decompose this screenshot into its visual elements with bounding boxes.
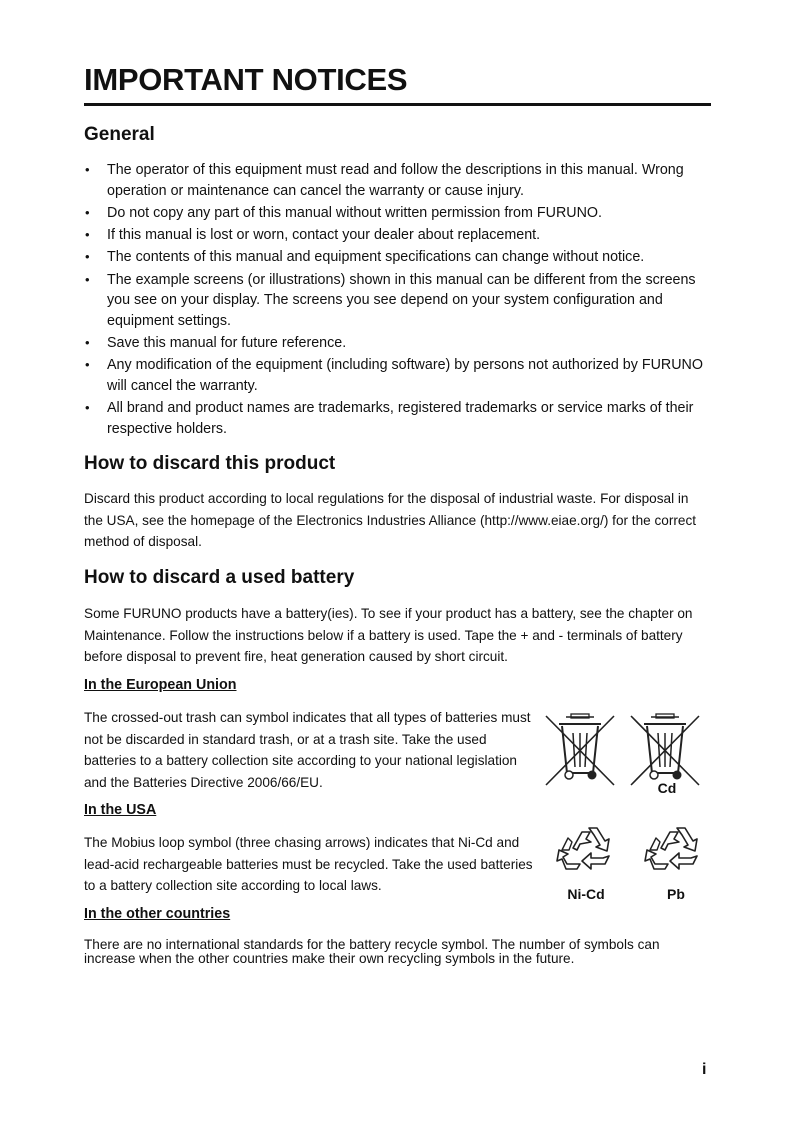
bullet-item: • Save this manual for future reference. bbox=[84, 333, 711, 354]
bullet-item: • All brand and product names are trademarks, registered trademarks or service marks of their respective holders. bbox=[84, 398, 711, 439]
discard-battery-text: Some FURUNO products have a battery(ies). To see if your product has a battery, see the chapter on Maintenance. Follow the instructions below if a battery is used. Tape the + and - terminals of battery before disposal to prevent fire, heat generation caused by short circuit. bbox=[84, 606, 693, 664]
other-text: There are no international standards for the battery recycle symbol. The number of symbols can increase when the other countries make their own recycling symbols in the future. bbox=[84, 937, 660, 966]
crossed-trash-can-cd-icon bbox=[630, 713, 700, 788]
other-subheading: In the other countries bbox=[84, 906, 231, 922]
eu-text: The crossed-out trash can symbol indicates that all types of batteries must not be discarded in standard trash, or at a trash site. Take the used batteries to a battery collection site according to your national legislation and the Batteries Directive 2006/66/EU. bbox=[84, 710, 531, 790]
cd-symbol-label: Cd bbox=[657, 780, 677, 796]
bullet-item: • The operator of this equipment must read and follow the descriptions in this manual. Wrong operation or maintenance can cancel the warranty or cause injury. bbox=[84, 160, 711, 201]
discard-product-heading: How to discard this product bbox=[84, 453, 336, 474]
general-bullet-list bbox=[84, 160, 711, 441]
page-title: IMPORTANT NOTICES bbox=[84, 62, 408, 97]
bullet-item: • The contents of this manual and equipment specifications can change without notice. bbox=[84, 247, 711, 268]
general-heading: General bbox=[84, 124, 155, 145]
usa-text: The Mobius loop symbol (three chasing arrows) indicates that Ni-Cd and lead-acid rechargeable batteries must be recycled. Take the used batteries to a battery collection site according to local laws. bbox=[84, 835, 533, 893]
crossed-trash-can-icon bbox=[545, 713, 615, 788]
bullet-item: • The example screens (or illustrations) shown in this manual can be different from the screens you see on your display. The screens you see depend on your system configuration and equipment settings. bbox=[84, 270, 711, 332]
eu-subheading: In the European Union bbox=[84, 677, 237, 693]
discard-battery-heading: How to discard a used battery bbox=[84, 567, 355, 588]
discard-product-text: Discard this product according to local regulations for the disposal of industrial waste. For disposal in the USA, see the homepage of the Electronics Industries Alliance (http://www.eiae.org/) for the correct method of disposal. bbox=[84, 491, 697, 549]
page-number: i bbox=[702, 1061, 707, 1078]
nicd-symbol-label: Ni-Cd bbox=[567, 886, 605, 902]
bullet-item: • If this manual is lost or worn, contact your dealer about replacement. bbox=[84, 225, 711, 246]
bullet-item: • Any modification of the equipment (including software) by persons not authorized by FURUNO will cancel the warranty. bbox=[84, 355, 711, 396]
usa-subheading: In the USA bbox=[84, 802, 157, 818]
recycle-icon bbox=[553, 820, 619, 882]
title-rule bbox=[84, 103, 711, 106]
recycle-pb-icon bbox=[641, 820, 707, 882]
pb-symbol-label: Pb bbox=[667, 886, 685, 902]
bullet-item: • Do not copy any part of this manual without written permission from FURUNO. bbox=[84, 203, 711, 224]
